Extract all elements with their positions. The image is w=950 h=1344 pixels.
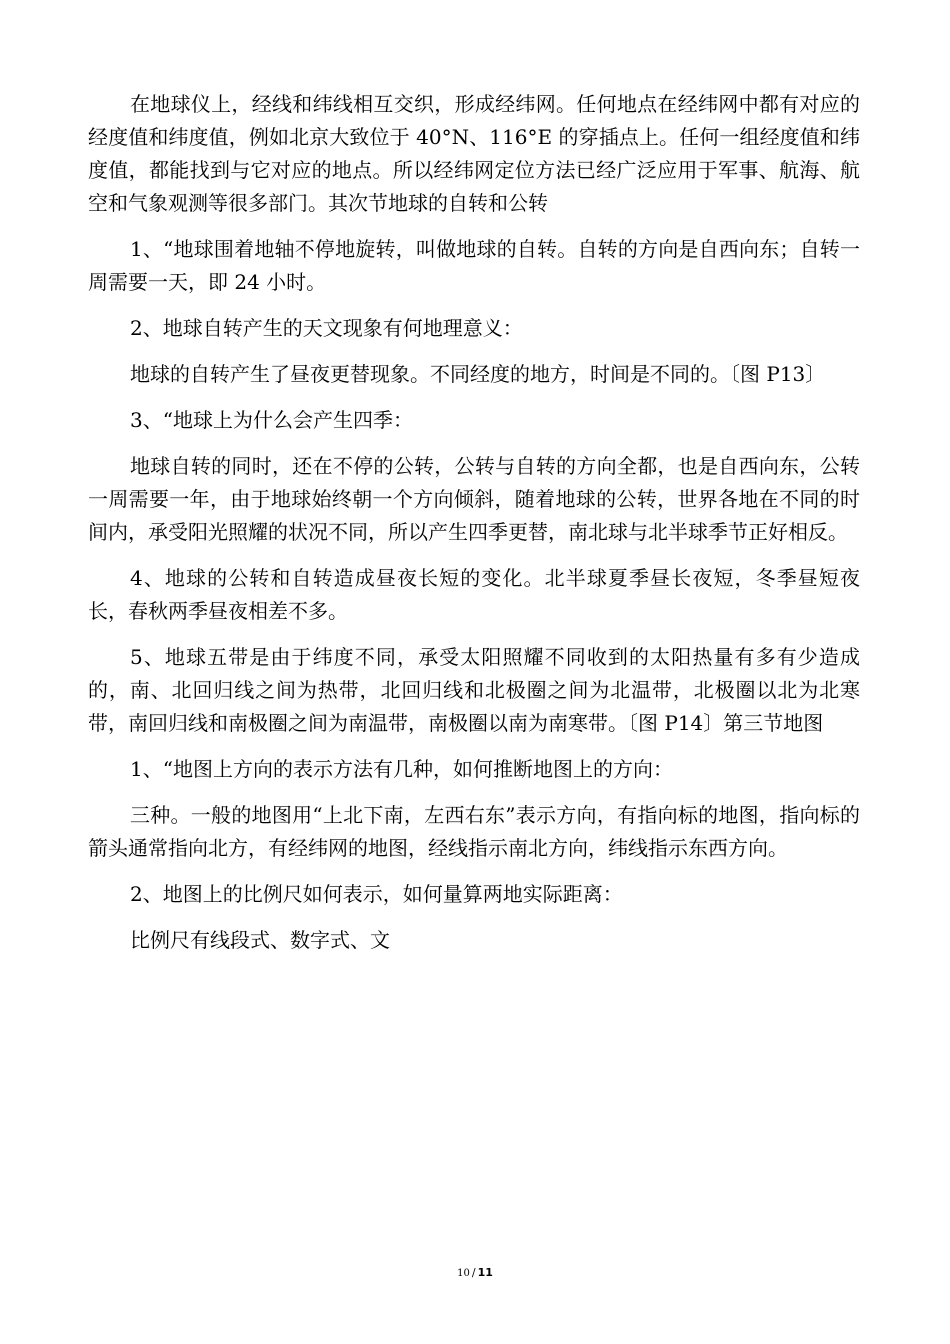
current-page-number: 10 <box>457 1268 470 1279</box>
paragraph-2: 1、“地球围着地轴不停地旋转，叫做地球的自转。自转的方向是自西向东；自转一周需要一天，即 24 小时。 <box>88 237 860 294</box>
paragraph-7: 4、地球的公转和自转造成昼夜长短的变化。北半球夏季昼长夜短，冬季昼短夜长，春秋两季昼夜相差不多。 <box>88 566 860 623</box>
paragraph-4: 地球的自转产生了昼夜更替现象。不同经度的地方，时间是不同的。〔图 P13〕 <box>130 362 826 386</box>
paragraph-12: 比例尺有线段式、数字式、文 <box>130 928 390 952</box>
paragraph-6: 地球自转的同时，还在不停的公转，公转与自转的方向全都，也是自西向东，公转一周需要一年，由于地球始终朝一个方向倾斜，随着地球的公转，世界各地在不同的时间内，承受阳光照耀的状况不同，所以产生四季更替，南北球与北半球季节正好相反。 <box>88 454 860 544</box>
paragraph-10: 三种。一般的地图用“上北下南，左西右东”表示方向，有指向标的地图，指向标的箭头通常指向北方，有经纬网的地图，经线指示南北方向，纬线指示东西方向。 <box>88 803 860 860</box>
paragraph-11: 2、地图上的比例尺如何表示，如何量算两地实际距离： <box>130 882 623 906</box>
paragraph-9: 1、“地图上方向的表示方法有几种，如何推断地图上的方向： <box>130 757 673 781</box>
paragraph-1: 在地球仪上，经线和纬线相互交织，形成经纬网。任何地点在经纬网中都有对应的经度值和纬度值，例如北京大致位于 40°N、116°E 的穿插点上。任何一组经度值和纬度值，都能找到与它对应的地点。所以经纬网定位方法已经广泛应用于军事、航海、航空和气象观测等很多部门。其次节地球的自转和公转 <box>88 92 860 215</box>
paragraph-8: 5、地球五带是由于纬度不同，承受太阳照耀不同收到的太阳热量有多有少造成的，南、北回归线之间为热带，北回归线和北极圈之间为北温带，北极圈以北为北寒带，南回归线和南极圈之间为南温带，南极圈以南为南寒带。〔图 P14〕第三节地图 <box>88 645 860 735</box>
paragraph-3: 2、地球自转产生的天文现象有何地理意义： <box>130 316 523 340</box>
paragraph-5: 3、“地球上为什么会产生四季： <box>130 408 413 432</box>
page-number <box>0 1266 950 1279</box>
page-separator: / <box>471 1266 476 1279</box>
total-pages-number: 11 <box>477 1266 493 1279</box>
document-body <box>88 88 860 970</box>
